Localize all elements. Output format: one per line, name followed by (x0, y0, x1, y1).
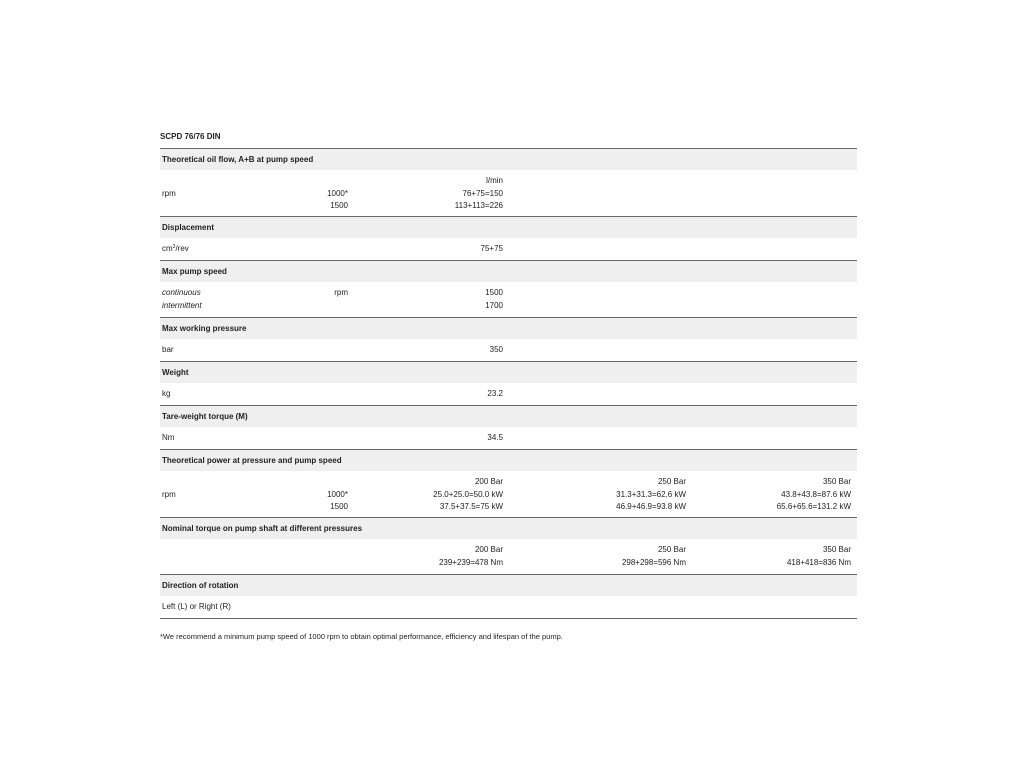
speed-label: continuous (162, 288, 201, 297)
footnote: *We recommend a minimum pump speed of 1000 rpm to obtain optimal performance, efficiency and lifespan of the pump. (160, 632, 563, 641)
unit-label: rpm (162, 490, 176, 499)
flow-value: 113+113=226 (454, 201, 503, 210)
pressure-header: 350 Bar (822, 477, 851, 486)
speed-value: 1500 (330, 502, 348, 511)
section-header: Displacement (160, 217, 857, 238)
section-tare-torque (160, 405, 857, 449)
section-header: Tare-weight torque (M) (160, 406, 857, 427)
power-value: 25.0+25.0=50.0 kW (433, 490, 503, 499)
section-max-speed (160, 260, 857, 317)
displacement-value: 75+75 (480, 244, 503, 253)
section-header: Nominal torque on pump shaft at different pressures (160, 518, 857, 539)
section-header: Max working pressure (160, 318, 857, 339)
section-power (160, 449, 857, 517)
section-nominal-torque (160, 517, 857, 574)
pressure-header: 200 Bar (474, 545, 503, 554)
unit-label: bar (162, 345, 174, 354)
speed-value: 1500 (330, 201, 348, 210)
power-value: 37.5+37.5=75 kW (439, 502, 503, 511)
nominal-torque-value: 239+239=478 Nm (438, 558, 503, 567)
flow-value: 76+75=150 (462, 189, 503, 198)
pressure-header: 250 Bar (657, 477, 686, 486)
unit-label: rpm (162, 189, 176, 198)
rotation-value: Left (L) or Right (R) (162, 602, 231, 611)
model-title: SCPD 76/76 DIN (160, 132, 221, 141)
speed-value: 1000* (327, 490, 348, 499)
nominal-torque-value: 418+418=836 Nm (786, 558, 851, 567)
unit-label: Nm (162, 433, 175, 442)
spec-sheet (160, 130, 857, 619)
section-rotation (160, 574, 857, 619)
flow-unit: l/min (486, 176, 503, 185)
power-value: 31.3+31.3=62.6 kW (616, 490, 686, 499)
speed-label: intermittent (162, 301, 202, 310)
pressure-header: 200 Bar (474, 477, 503, 486)
section-displacement (160, 216, 857, 260)
section-header: Theoretical oil flow, A+B at pump speed (160, 149, 857, 170)
torque-value: 34.5 (487, 433, 503, 442)
unit-label: $cm^3$/rev (162, 244, 189, 253)
speed-value: 1500 (485, 288, 503, 297)
pressure-header: 250 Bar (657, 545, 686, 554)
power-value: 46.9+46.9=93.8 kW (616, 502, 686, 511)
section-oil-flow (160, 148, 857, 216)
section-pressure (160, 317, 857, 361)
nominal-torque-value: 298+298=596 Nm (621, 558, 686, 567)
section-header: Theoretical power at pressure and pump speed (160, 450, 857, 471)
speed-value: 1700 (485, 301, 503, 310)
weight-value: 23.2 (487, 389, 503, 398)
power-value: 65.6+65.6=131.2 kW (776, 502, 851, 511)
unit-label: kg (162, 389, 171, 398)
power-value: 43.8+43.8=87.6 kW (781, 490, 851, 499)
section-weight (160, 361, 857, 405)
unit-label: rpm (334, 288, 348, 297)
section-header: Direction of rotation (160, 575, 857, 596)
section-header: Max pump speed (160, 261, 857, 282)
section-header: Weight (160, 362, 857, 383)
pressure-header: 350 Bar (822, 545, 851, 554)
speed-value: 1000* (327, 189, 348, 198)
pressure-value: 350 (489, 345, 503, 354)
